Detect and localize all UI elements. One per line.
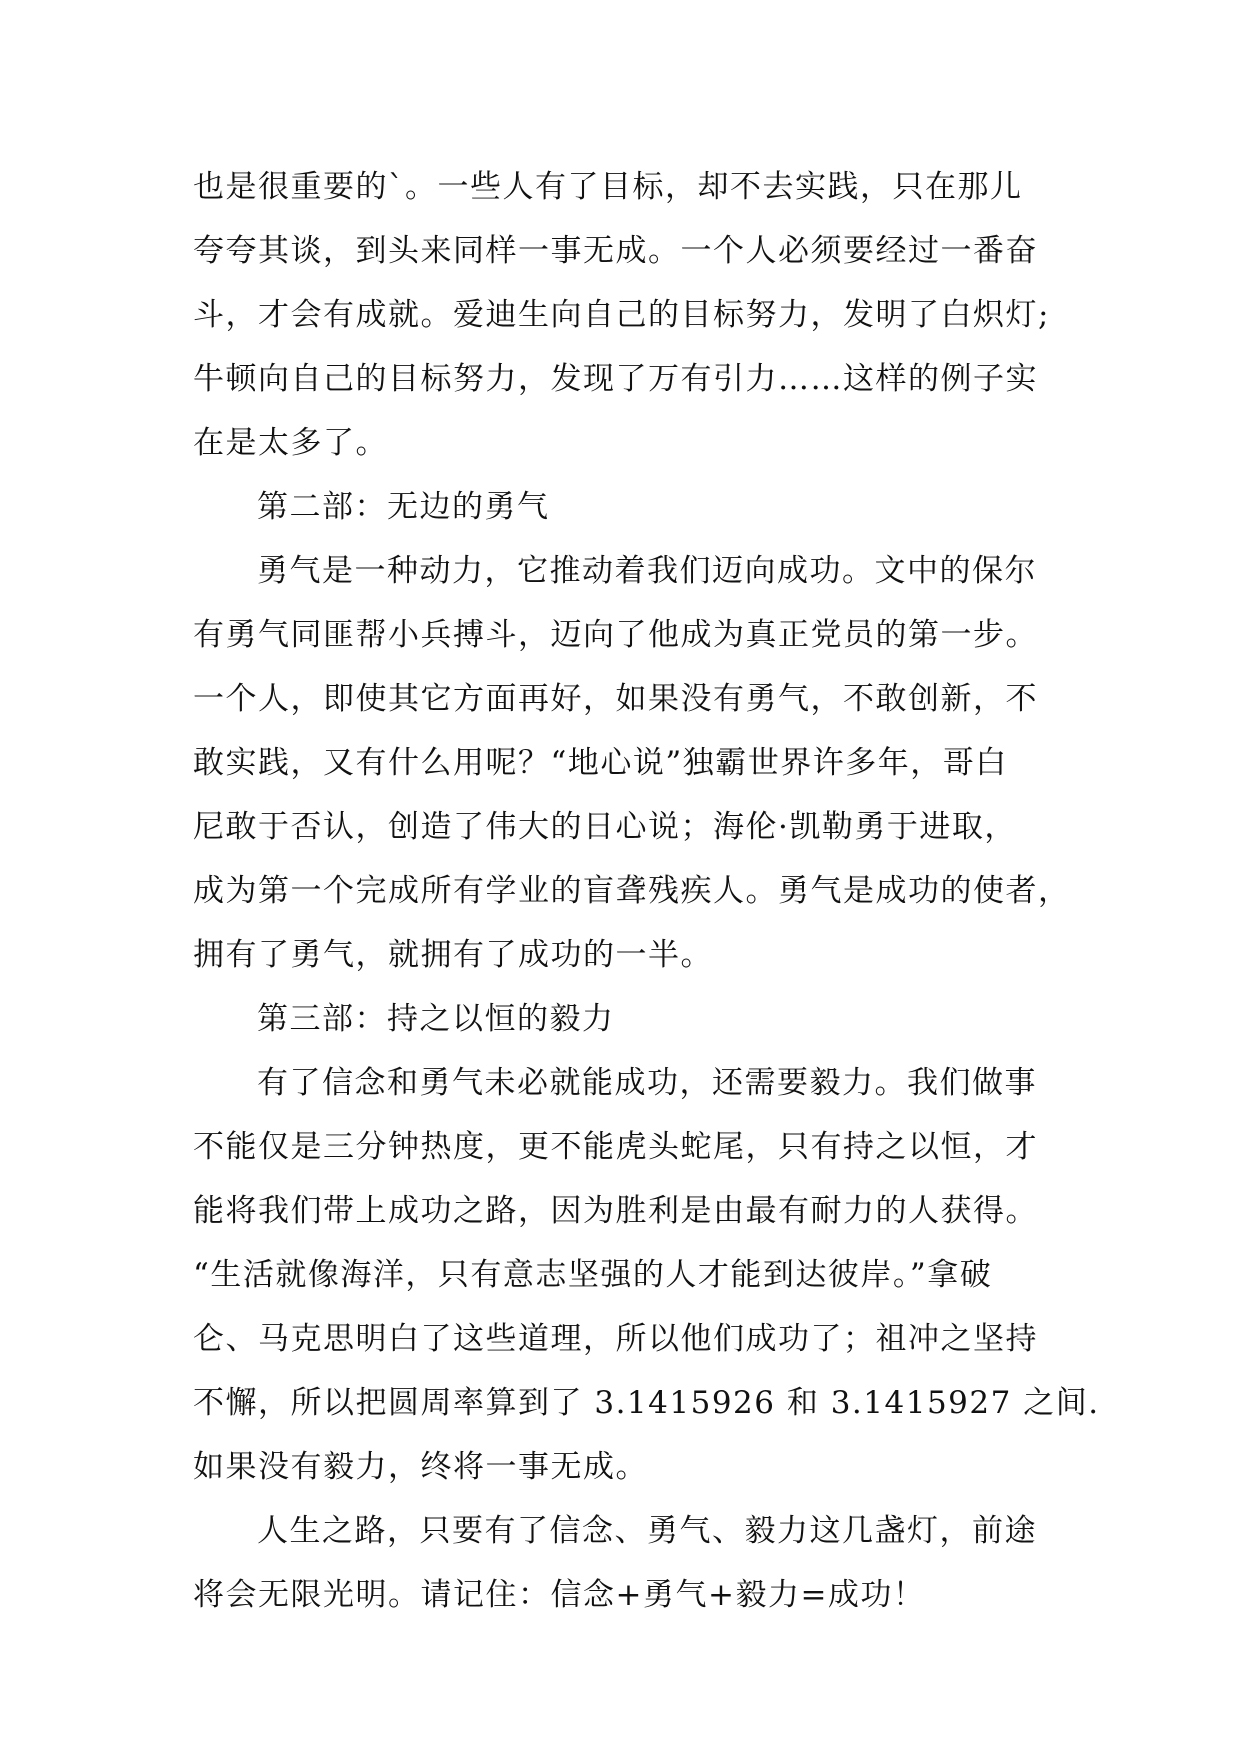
text-line: 仑、马克思明白了这些道理，所以他们成功了；祖冲之坚持	[193, 1321, 1038, 1357]
text-line: 尼敢于否认，创造了伟大的日心说；海伦·凯勒勇于进取，	[193, 809, 1017, 845]
text-line: 人生之路，只要有了信念、勇气、毅力这几盏灯，前途	[257, 1513, 1037, 1549]
text-line: 能将我们带上成功之路，因为胜利是由最有耐力的人获得。	[193, 1193, 1038, 1229]
text-line: 牛顿向自己的目标努力，发现了万有引力……这样的例子实	[193, 361, 1038, 397]
text-line: “生活就像海洋，只有意志坚强的人才能到达彼岸。”拿破	[193, 1257, 993, 1293]
text-line: 一个人，即使其它方面再好，如果没有勇气，不敢创新，不	[193, 681, 1038, 717]
section-heading: 第三部：持之以恒的毅力	[257, 1001, 615, 1037]
text-line: 将会无限光明。请记住：信念+勇气+毅力=成功！	[193, 1577, 926, 1613]
document-body	[193, 155, 1100, 1627]
text-line: 也是很重要的`。一些人有了目标，却不去实践，只在那儿	[193, 169, 1023, 205]
text-line: 如果没有毅力，终将一事无成。	[193, 1449, 648, 1485]
text-line: 成为第一个完成所有学业的盲聋残疾人。勇气是成功的使者，	[193, 873, 1071, 909]
text-line: 有勇气同匪帮小兵搏斗，迈向了他成为真正党员的第一步。	[193, 617, 1038, 653]
text-line: 有了信念和勇气未必就能成功，还需要毅力。我们做事	[257, 1065, 1037, 1101]
text-line: 敢实践，又有什么用呢？“地心说”独霸世界许多年，哥白	[193, 745, 1008, 781]
text-line: 在是太多了。	[193, 425, 388, 461]
text-line: 斗，才会有成就。爱迪生向自己的目标努力，发明了白炽灯;	[193, 297, 1050, 333]
text-line: 勇气是一种动力，它推动着我们迈向成功。文中的保尔	[257, 553, 1037, 589]
text-line: 拥有了勇气，就拥有了成功的一半。	[193, 937, 713, 973]
section-heading: 第二部：无边的勇气	[257, 489, 550, 525]
text-line: 夸夸其谈，到头来同样一事无成。一个人必须要经过一番奋	[193, 233, 1038, 269]
text-line: 不懈，所以把圆周率算到了 3.1415926 和 3.1415927 之间.	[193, 1385, 1100, 1421]
text-line: 不能仅是三分钟热度，更不能虎头蛇尾，只有持之以恒，才	[193, 1129, 1038, 1165]
